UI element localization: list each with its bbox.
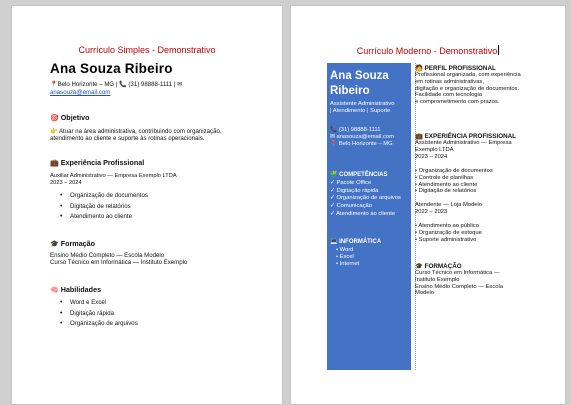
bullet-icon: • <box>415 223 418 229</box>
experience-period: 2023 – 2024 <box>50 180 82 186</box>
sidebar-email: anasouza@email.com <box>336 134 394 141</box>
profile-text <box>415 72 521 106</box>
job-item: Controle de planilhas <box>418 174 474 181</box>
objective-heading-text: Objetivo <box>60 113 90 122</box>
job-period: 2023 – 2024 <box>415 153 448 160</box>
job-1-list <box>415 168 493 195</box>
candidate-name: Ana Souza Ribeiro <box>50 61 173 76</box>
job-item: Organização de documentos <box>418 168 493 174</box>
job-item: Suporte administrativo <box>418 236 477 243</box>
experience-heading-text: EXPERIÊNCIA PROFISSIONAL <box>424 133 517 140</box>
education-line-2: Curso Técnico em Informática — Instituto Exemplo <box>50 259 188 267</box>
job-item: Atendimento ao público <box>418 223 479 229</box>
education-line: Modelo <box>415 290 435 297</box>
skills-heading-text: COMPETÊNCIAS <box>339 172 388 178</box>
briefcase-icon: 💼 <box>415 133 423 140</box>
list-item: • Digitação de relatórios <box>60 202 148 213</box>
it-label: Excel <box>339 254 354 261</box>
education-heading-text: Formação <box>60 239 96 248</box>
skill-label: Comunicação <box>336 203 372 210</box>
skill-label: Atendimento ao cliente <box>336 210 396 217</box>
list-item: • Digitação rápida <box>60 309 138 320</box>
education-text <box>50 252 187 267</box>
objective-line-2: atendimento ao cliente e suporte às rotinas operacionais. <box>50 135 205 143</box>
skills-heading <box>50 285 101 294</box>
experience-role-title: Auxiliar Administrativo — Empresa Exemplo LTDA <box>50 173 177 179</box>
mail-icon: ✉ <box>330 134 335 141</box>
education-line-1: Ensino Médio Completo — Escola Modelo <box>50 252 165 259</box>
bullet-icon: • <box>415 188 418 195</box>
sidebar <box>327 63 411 370</box>
brain-icon: 🧠 <box>50 287 59 294</box>
objective-text <box>50 128 222 143</box>
skill-label: Digitação rápida <box>336 187 379 194</box>
skills-list <box>60 298 138 330</box>
education-heading <box>50 239 95 248</box>
bullet-icon: • <box>415 236 418 243</box>
education-line: Ensino Médio Completo — Escola <box>415 283 503 290</box>
sidebar-it-heading <box>330 238 381 245</box>
graduation-cap-icon: 🎓 <box>415 263 423 270</box>
job-item: Digitação de relatórios <box>418 188 477 195</box>
education-heading-text: FORMAÇÃO <box>424 263 462 270</box>
simple-resume-page <box>11 5 283 405</box>
check-icon: ✓ <box>330 187 335 194</box>
list-item <box>336 247 359 254</box>
list-item <box>415 168 493 175</box>
profile-heading-text: PERFIL PROFISSIONAL <box>424 65 496 72</box>
list-item <box>330 203 401 211</box>
contact-line <box>50 81 182 88</box>
sidebar-role-line-1: Assistente Administrativo <box>330 101 395 107</box>
profile-line: em rotinas administrativas, <box>415 78 484 85</box>
education-text <box>415 270 503 297</box>
education-heading <box>415 262 462 270</box>
email-link[interactable]: anasouza@email.com <box>50 89 111 96</box>
sidebar-skills-list <box>330 180 401 219</box>
pin-icon: 📍 <box>50 81 58 88</box>
page-title-text: Currículo Moderno - Demonstrativo <box>356 46 498 56</box>
skill-label: Pacote Office <box>336 180 372 186</box>
check-icon: ✓ <box>330 180 335 186</box>
profile-line: Profissional organizada, com experiência <box>415 72 521 78</box>
job-title-line: Atendente — Loja Modelo <box>415 202 483 208</box>
skill-label: Organização de arquivos <box>336 195 401 202</box>
list-item <box>330 195 401 203</box>
job-period: 2022 – 2023 <box>415 208 448 215</box>
job-item: Organização de estoque <box>418 229 482 236</box>
graduation-cap-icon: 🎓 <box>50 241 59 248</box>
modern-resume-page <box>290 5 566 405</box>
profile-heading <box>415 64 496 72</box>
experience-heading <box>415 132 516 140</box>
sidebar-phone: (31) 98888-1111 <box>338 127 381 133</box>
contact-text: Belo Horizonte – MG | 📞 (31) 98888-1111 | <box>57 81 176 88</box>
bullet-icon: • <box>336 247 339 253</box>
bullet-icon: • <box>415 174 418 181</box>
list-item <box>336 254 359 261</box>
education-line: Curso Técnico em Informática — <box>415 270 500 276</box>
sidebar-contact <box>330 127 394 149</box>
sidebar-role-line-2: | Atendimento | Suporte <box>330 108 391 115</box>
text-cursor <box>498 45 499 55</box>
briefcase-icon: 💼 <box>50 160 59 167</box>
it-label: Internet <box>339 261 360 268</box>
pin-icon: 📍 <box>330 141 338 148</box>
sidebar-role <box>330 101 394 115</box>
education-line: Instituto Exemplo <box>415 276 460 283</box>
experience-role <box>50 173 177 187</box>
list-item <box>415 182 493 189</box>
check-icon: ✓ <box>330 195 335 202</box>
person-icon: 🧑 <box>415 65 423 72</box>
experience-heading-text: Experiência Profissional <box>60 158 145 167</box>
job-1 <box>415 140 512 160</box>
sidebar-name-line-2: Ribeiro <box>330 85 370 97</box>
list-item <box>415 175 493 182</box>
job-2 <box>415 202 482 216</box>
experience-list <box>60 191 148 223</box>
sidebar-name-line-1: Ana Souza <box>330 70 389 82</box>
list-item <box>415 188 493 195</box>
skills-heading-text: Habilidades <box>60 285 102 294</box>
it-label: Word <box>339 247 354 253</box>
list-item: • Atendimento ao cliente <box>60 212 148 223</box>
job-2-list <box>415 223 482 243</box>
target-icon: 🎯 <box>50 115 59 122</box>
bullet-icon: • <box>415 229 418 236</box>
sidebar-name <box>330 69 389 99</box>
pointing-hand-icon: 👉 <box>50 128 58 135</box>
sidebar-city: Belo Horizonte – MG <box>338 141 393 148</box>
phone-icon: 📞 <box>330 127 338 133</box>
list-item: • Word e Excel <box>60 298 138 309</box>
list-item: • Organização de documentos <box>60 191 148 202</box>
list-item <box>415 230 482 237</box>
list-item <box>415 223 482 230</box>
profile-line: Facilidade com tecnologia <box>415 92 483 99</box>
profile-line: e comprometimento com prazos. <box>415 99 500 106</box>
bullet-icon: • <box>415 168 418 174</box>
check-icon: ✓ <box>330 210 335 217</box>
puzzle-icon: 🧩 <box>330 172 338 178</box>
objective-heading <box>50 113 89 122</box>
job-item: Atendimento ao cliente <box>418 181 478 188</box>
experience-heading <box>50 158 144 167</box>
column-divider <box>415 63 416 370</box>
list-item <box>336 261 359 268</box>
sidebar-skills-heading <box>330 171 388 178</box>
list-item <box>330 188 401 196</box>
bullet-icon: • <box>336 254 339 261</box>
list-item: • Organização de arquivos <box>60 319 138 330</box>
page-title: Currículo Simples - Demonstrativo <box>78 45 216 55</box>
bullet-icon: • <box>336 261 339 268</box>
list-item <box>415 237 482 244</box>
check-icon: ✓ <box>330 203 335 210</box>
laptop-icon: 💻 <box>330 239 338 245</box>
profile-line: digitação e organização de documentos. <box>415 85 520 92</box>
sidebar-it-list <box>336 247 359 269</box>
it-heading-text: INFORMÁTICA <box>339 239 382 245</box>
list-item <box>330 211 401 219</box>
list-item <box>330 180 401 188</box>
job-title-line: Exemplo LTDA <box>415 146 454 153</box>
bullet-icon: • <box>415 181 418 188</box>
page-title <box>291 45 565 56</box>
job-title-line: Assistente Administrativo — Empresa <box>415 140 512 146</box>
objective-line-1: Atuar na área administrativa, contribuindo com organização, <box>58 128 222 135</box>
mail-icon: ✉ <box>177 81 183 88</box>
